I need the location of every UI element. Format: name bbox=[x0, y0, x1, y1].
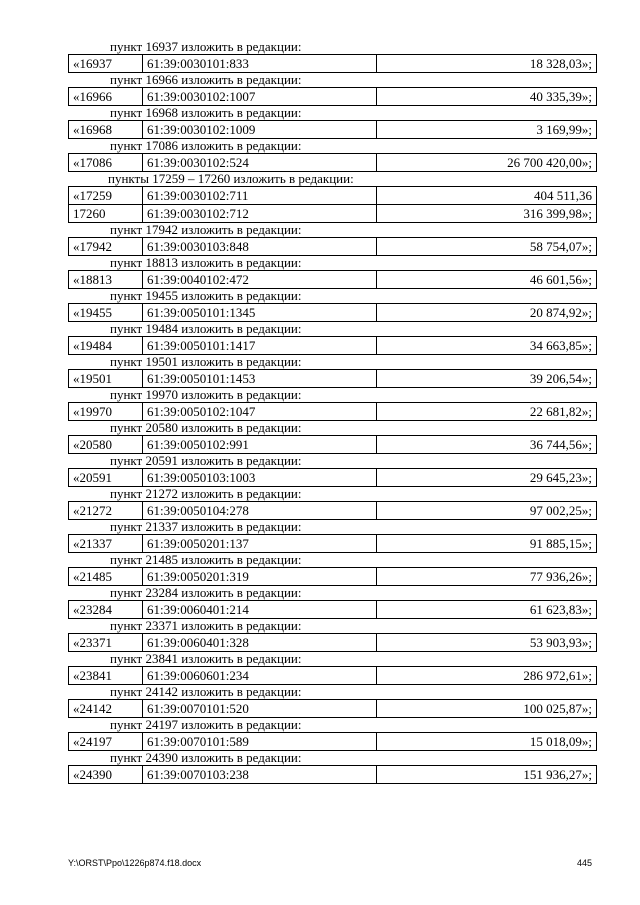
table-row bbox=[69, 436, 597, 454]
amendment-table bbox=[68, 54, 597, 73]
amendment-instruction: пункты 17259 – 17260 изложить в редакции: bbox=[108, 171, 354, 186]
cadastral-number-cell: 61:39:0030101:833 bbox=[143, 55, 377, 73]
value-cell: 151 936,27»; bbox=[377, 766, 597, 784]
amendment-table bbox=[68, 336, 597, 355]
cadastral-number-cell: 61:39:0060401:214 bbox=[143, 601, 377, 619]
item-number-cell: 17260 bbox=[69, 205, 143, 223]
cadastral-number-cell: 61:39:0030102:711 bbox=[143, 187, 377, 205]
cadastral-number-cell: 61:39:0070103:238 bbox=[143, 766, 377, 784]
table-row bbox=[69, 601, 597, 619]
item-number-cell: «23841 bbox=[69, 667, 143, 685]
amendment-table bbox=[68, 633, 597, 652]
cadastral-number-cell: 61:39:0030102:1009 bbox=[143, 121, 377, 139]
item-number-cell: «20591 bbox=[69, 469, 143, 487]
table-row bbox=[69, 55, 597, 73]
item-number-cell: «23371 bbox=[69, 634, 143, 652]
table-row bbox=[69, 187, 597, 205]
table-row bbox=[69, 568, 597, 586]
cadastral-number-cell: 61:39:0050201:137 bbox=[143, 535, 377, 553]
cadastral-number-cell: 61:39:0050104:278 bbox=[143, 502, 377, 520]
item-number-cell: «24142 bbox=[69, 700, 143, 718]
amendment-table bbox=[68, 402, 597, 421]
amendment-table bbox=[68, 468, 597, 487]
amendment-instruction: пункт 17086 изложить в редакции: bbox=[110, 138, 302, 153]
table-row bbox=[69, 205, 597, 223]
amendment-table bbox=[68, 153, 597, 172]
table-row bbox=[69, 238, 597, 256]
table-row bbox=[69, 337, 597, 355]
value-cell: 404 511,36 bbox=[377, 187, 597, 205]
table-row bbox=[69, 634, 597, 652]
cadastral-number-cell: 61:39:0050101:1453 bbox=[143, 370, 377, 388]
table-row bbox=[69, 88, 597, 106]
value-cell: 18 328,03»; bbox=[377, 55, 597, 73]
cadastral-number-cell: 61:39:0030102:1007 bbox=[143, 88, 377, 106]
cadastral-number-cell: 61:39:0060401:328 bbox=[143, 634, 377, 652]
item-number-cell: «21337 bbox=[69, 535, 143, 553]
value-cell: 36 744,56»; bbox=[377, 436, 597, 454]
amendment-table bbox=[68, 501, 597, 520]
amendment-table bbox=[68, 270, 597, 289]
cadastral-number-cell: 61:39:0050103:1003 bbox=[143, 469, 377, 487]
cadastral-number-cell: 61:39:0030103:848 bbox=[143, 238, 377, 256]
cadastral-number-cell: 61:39:0050102:1047 bbox=[143, 403, 377, 421]
amendment-instruction: пункт 20591 изложить в редакции: bbox=[110, 453, 302, 468]
amendment-instruction: пункт 23284 изложить в редакции: bbox=[110, 585, 302, 600]
value-cell: 58 754,07»; bbox=[377, 238, 597, 256]
amendment-instruction: пункт 23371 изложить в редакции: bbox=[110, 618, 302, 633]
item-number-cell: «21272 bbox=[69, 502, 143, 520]
table-row bbox=[69, 154, 597, 172]
amendment-instruction: пункт 19970 изложить в редакции: bbox=[110, 387, 302, 402]
item-number-cell: «24390 bbox=[69, 766, 143, 784]
value-cell: 40 335,39»; bbox=[377, 88, 597, 106]
item-number-cell: «20580 bbox=[69, 436, 143, 454]
table-row bbox=[69, 733, 597, 751]
amendment-table bbox=[68, 303, 597, 322]
item-number-cell: «19970 bbox=[69, 403, 143, 421]
amendment-instruction: пункт 23841 изложить в редакции: bbox=[110, 651, 302, 666]
cadastral-number-cell: 61:39:0030102:524 bbox=[143, 154, 377, 172]
amendment-table bbox=[68, 534, 597, 553]
amendment-table bbox=[68, 732, 597, 751]
item-number-cell: «18813 bbox=[69, 271, 143, 289]
value-cell: 91 885,15»; bbox=[377, 535, 597, 553]
item-number-cell: «23284 bbox=[69, 601, 143, 619]
amendment-instruction: пункт 16937 изложить в редакции: bbox=[110, 39, 302, 54]
table-row bbox=[69, 766, 597, 784]
value-cell: 22 681,82»; bbox=[377, 403, 597, 421]
amendment-table bbox=[68, 699, 597, 718]
amendment-instruction: пункт 21485 изложить в редакции: bbox=[110, 552, 302, 567]
cadastral-number-cell: 61:39:0070101:520 bbox=[143, 700, 377, 718]
amendment-table bbox=[68, 567, 597, 586]
cadastral-number-cell: 61:39:0050201:319 bbox=[143, 568, 377, 586]
cadastral-number-cell: 61:39:0050101:1417 bbox=[143, 337, 377, 355]
cadastral-number-cell: 61:39:0060601:234 bbox=[143, 667, 377, 685]
value-cell: 100 025,87»; bbox=[377, 700, 597, 718]
amendment-table bbox=[68, 186, 597, 223]
amendment-instruction: пункт 17942 изложить в редакции: bbox=[110, 222, 302, 237]
amendment-table bbox=[68, 435, 597, 454]
amendment-instruction: пункт 16968 изложить в редакции: bbox=[110, 105, 302, 120]
amendment-instruction: пункт 24390 изложить в редакции: bbox=[110, 750, 302, 765]
item-number-cell: «17086 bbox=[69, 154, 143, 172]
table-row bbox=[69, 304, 597, 322]
table-row bbox=[69, 370, 597, 388]
value-cell: 20 874,92»; bbox=[377, 304, 597, 322]
amendment-table bbox=[68, 237, 597, 256]
value-cell: 29 645,23»; bbox=[377, 469, 597, 487]
amendment-instruction: пункт 21272 изложить в редакции: bbox=[110, 486, 302, 501]
table-row bbox=[69, 271, 597, 289]
cadastral-number-cell: 61:39:0050101:1345 bbox=[143, 304, 377, 322]
item-number-cell: «19484 bbox=[69, 337, 143, 355]
item-number-cell: «17942 bbox=[69, 238, 143, 256]
cadastral-number-cell: 61:39:0050102:991 bbox=[143, 436, 377, 454]
document-body bbox=[68, 40, 596, 784]
amendment-instruction: пункт 18813 изложить в редакции: bbox=[110, 255, 302, 270]
cadastral-number-cell: 61:39:0070101:589 bbox=[143, 733, 377, 751]
value-cell: 26 700 420,00»; bbox=[377, 154, 597, 172]
item-number-cell: «16966 bbox=[69, 88, 143, 106]
value-cell: 53 903,93»; bbox=[377, 634, 597, 652]
item-number-cell: «17259 bbox=[69, 187, 143, 205]
amendment-table bbox=[68, 87, 597, 106]
cadastral-number-cell: 61:39:0040102:472 bbox=[143, 271, 377, 289]
amendment-table bbox=[68, 600, 597, 619]
table-row bbox=[69, 535, 597, 553]
table-row bbox=[69, 502, 597, 520]
amendment-instruction: пункт 21337 изложить в редакции: bbox=[110, 519, 302, 534]
table-row bbox=[69, 667, 597, 685]
amendment-instruction: пункт 16966 изложить в редакции: bbox=[110, 72, 302, 87]
value-cell: 34 663,85»; bbox=[377, 337, 597, 355]
amendment-instruction: пункт 19501 изложить в редакции: bbox=[110, 354, 302, 369]
value-cell: 97 002,25»; bbox=[377, 502, 597, 520]
cadastral-number-cell: 61:39:0030102:712 bbox=[143, 205, 377, 223]
table-row bbox=[69, 700, 597, 718]
value-cell: 46 601,56»; bbox=[377, 271, 597, 289]
table-row bbox=[69, 469, 597, 487]
footer-page-number: 445 bbox=[576, 858, 592, 868]
amendment-instruction: пункт 19455 изложить в редакции: bbox=[110, 288, 302, 303]
value-cell: 3 169,99»; bbox=[377, 121, 597, 139]
amendment-table bbox=[68, 120, 597, 139]
amendment-instruction: пункт 24197 изложить в редакции: bbox=[110, 717, 302, 732]
value-cell: 39 206,54»; bbox=[377, 370, 597, 388]
item-number-cell: «19501 bbox=[69, 370, 143, 388]
amendment-table bbox=[68, 666, 597, 685]
item-number-cell: «19455 bbox=[69, 304, 143, 322]
item-number-cell: «16968 bbox=[69, 121, 143, 139]
value-cell: 77 936,26»; bbox=[377, 568, 597, 586]
table-row bbox=[69, 403, 597, 421]
amendment-instruction: пункт 19484 изложить в редакции: bbox=[110, 321, 302, 336]
table-row bbox=[69, 121, 597, 139]
amendment-table bbox=[68, 369, 597, 388]
item-number-cell: «21485 bbox=[69, 568, 143, 586]
item-number-cell: «24197 bbox=[69, 733, 143, 751]
value-cell: 15 018,09»; bbox=[377, 733, 597, 751]
value-cell: 61 623,83»; bbox=[377, 601, 597, 619]
value-cell: 316 399,98»; bbox=[377, 205, 597, 223]
amendment-table bbox=[68, 765, 597, 784]
footer-file-path: Y:\ORST\Ppo\1226p874.f18.docx bbox=[68, 858, 202, 868]
amendment-instruction: пункт 24142 изложить в редакции: bbox=[110, 684, 302, 699]
amendment-instruction: пункт 20580 изложить в редакции: bbox=[110, 420, 302, 435]
value-cell: 286 972,61»; bbox=[377, 667, 597, 685]
item-number-cell: «16937 bbox=[69, 55, 143, 73]
